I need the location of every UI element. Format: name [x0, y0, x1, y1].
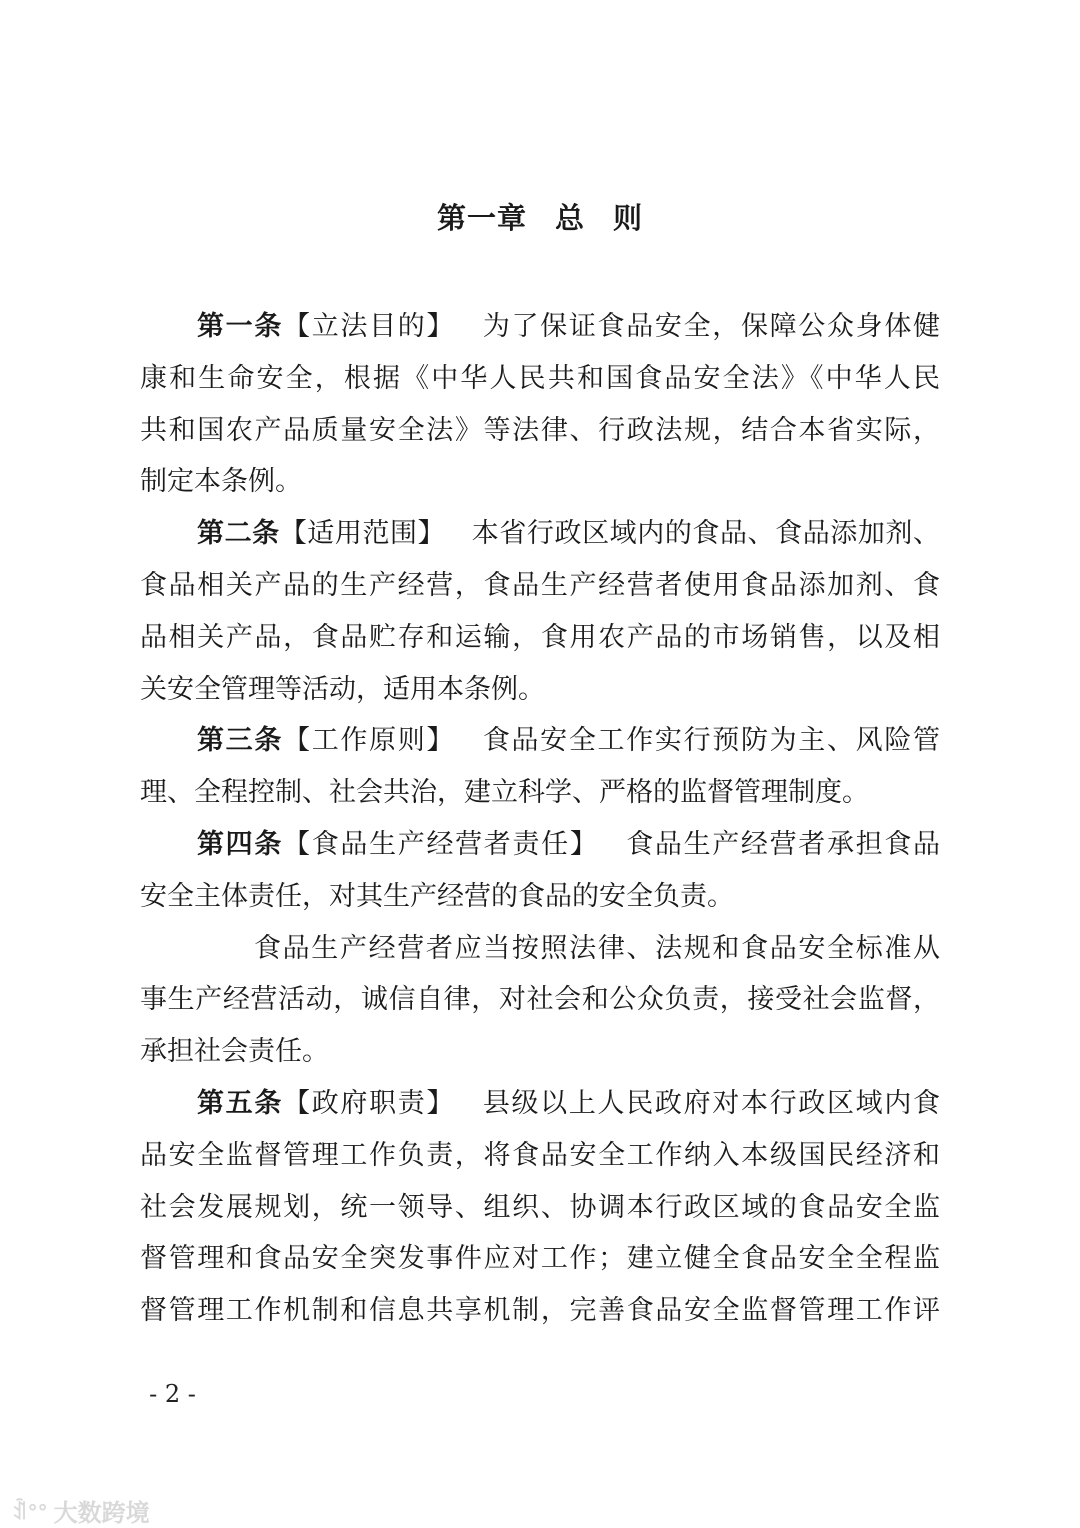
- text-line: [140, 932, 940, 984]
- line-text: 事生产经营活动，诚信自律，对社会和公众负责，接受社会监督，: [140, 984, 940, 1016]
- article-heading-line: [140, 517, 940, 569]
- text-line: [140, 1035, 940, 1087]
- line-text: 安全主体责任，对其生产经营的食品的安全负责。: [140, 880, 734, 912]
- article-number: 第三条: [197, 725, 284, 757]
- text-line: [140, 621, 940, 673]
- text-line: [140, 776, 940, 828]
- line-text: 关安全管理等活动，适用本条例。: [140, 673, 545, 705]
- line-text: 本省行政区域内的食品、食品添加剂、: [471, 518, 941, 550]
- text-line: [140, 465, 940, 517]
- page-number: - 2 -: [149, 1380, 196, 1408]
- article-heading-line: [140, 1087, 940, 1139]
- text-line: [140, 362, 940, 414]
- chapter-name-1: 总: [554, 201, 585, 235]
- text-line: [140, 1191, 940, 1243]
- article-number: 第四条: [197, 828, 284, 860]
- article-label: 【政府职责】: [283, 1087, 456, 1119]
- article-heading-line: [140, 310, 940, 362]
- text-line: [140, 1294, 940, 1346]
- article-label: 【适用范围】: [279, 518, 446, 550]
- line-text: 食品安全工作实行预防为主、风险管: [481, 725, 941, 757]
- line-text: 食品相关产品的生产经营，食品生产经营者使用食品添加剂、食: [140, 569, 940, 601]
- line-text: 制定本条例。: [140, 466, 302, 498]
- text-line: [140, 1242, 940, 1294]
- text-line: [140, 1139, 940, 1191]
- watermark: [12, 1493, 150, 1528]
- line-text: 督管理和食品安全突发事件应对工作；建立健全食品安全全程监: [140, 1243, 940, 1275]
- line-text: 承担社会责任。: [140, 1036, 329, 1068]
- text-line: [140, 569, 940, 621]
- line-text: 为了保证食品安全，保障公众身体健: [481, 311, 941, 342]
- text-line: [140, 414, 940, 466]
- text-line: [140, 880, 940, 932]
- article-number: 第五条: [197, 1087, 284, 1119]
- line-text: 共和国农产品质量安全法》等法律、行政法规，结合本省实际，: [140, 414, 940, 446]
- chapter-number: 第一章: [436, 201, 527, 235]
- article-heading-line: [140, 828, 940, 880]
- line-text: 督管理工作机制和信息共享机制，完善食品安全监督管理工作评: [140, 1295, 940, 1327]
- article-label: 【食品生产经营者责任】: [283, 828, 599, 860]
- line-text: 品安全监督管理工作负责，将食品安全工作纳入本级国民经济和: [140, 1139, 940, 1171]
- line-text: 康和生命安全，根据《中华人民共和国食品安全法》《中华人民: [140, 362, 940, 394]
- line-text: 食品生产经营者应当按照法律、法规和食品安全标准从: [254, 932, 940, 964]
- line-text: 县级以上人民政府对本行政区域内食: [481, 1087, 941, 1119]
- article-label: 【工作原则】: [283, 725, 456, 757]
- text-line: [140, 673, 940, 725]
- line-text: 食品生产经营者承担食品: [624, 828, 941, 860]
- article-heading-line: [140, 724, 940, 776]
- document-body: [140, 310, 940, 1346]
- article-number: 第二条: [197, 518, 280, 550]
- line-text: 社会发展规划，统一领导、组织、协调本行政区域的食品安全监: [140, 1191, 940, 1223]
- chapter-name-2: 则: [613, 201, 644, 235]
- line-text: 理、全程控制、社会共治，建立科学、严格的监督管理制度。: [140, 777, 869, 809]
- article-label: 【立法目的】: [283, 311, 456, 342]
- chapter-title: [0, 196, 1080, 237]
- watermark-logo-icon: ꀉ°°: [12, 1499, 48, 1524]
- article-number: 第一条: [197, 311, 284, 342]
- text-line: [140, 983, 940, 1035]
- watermark-text: 大数跨境: [53, 1499, 150, 1527]
- line-text: 品相关产品，食品贮存和运输，食用农产品的市场销售，以及相: [140, 621, 940, 653]
